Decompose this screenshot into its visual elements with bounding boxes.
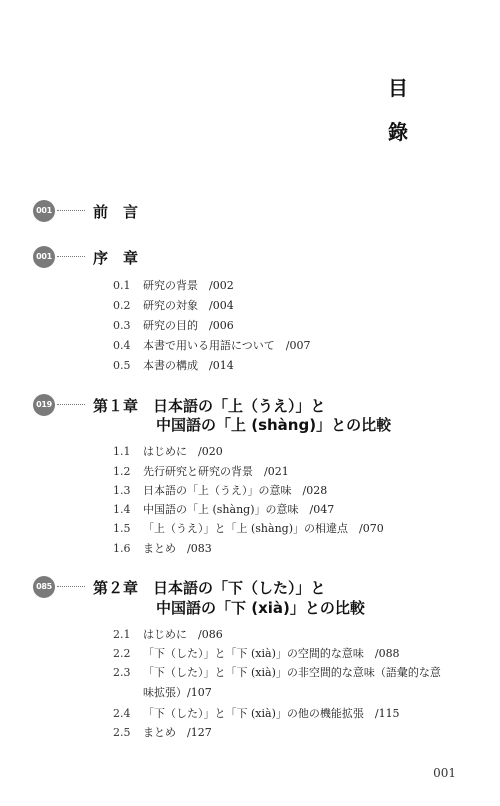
entry-number: 0.2: [113, 299, 131, 312]
entry-text: 本書で用いる用語について /007: [143, 339, 311, 352]
toc-entry[interactable]: [113, 626, 223, 642]
toc-entry[interactable]: [113, 724, 212, 740]
leader-dots: [57, 210, 85, 211]
toc-entry[interactable]: [113, 317, 234, 333]
leader-dots: [57, 404, 85, 405]
leader-dots: [57, 586, 85, 587]
toc-entry-continuation[interactable]: 味拡張）/107: [143, 686, 212, 699]
page-badge: 085: [33, 576, 55, 598]
entry-text: 「下（した）」と「下 (xià)」の非空間的な意味（語彙的な意: [143, 666, 441, 679]
entry-number: 1.5: [113, 522, 131, 535]
entry-text: 先行研究と研究の背景 /021: [143, 465, 289, 478]
toc-entry[interactable]: [113, 463, 289, 479]
toc-title-char-1: 目: [388, 76, 408, 100]
entry-text: はじめに /086: [143, 628, 223, 641]
entry-text: 中国語の「上 (shàng)」の意味 /047: [143, 503, 335, 516]
entry-text: 研究の背景 /002: [143, 279, 234, 292]
entry-number: 2.1: [113, 628, 131, 641]
toc-entry[interactable]: [113, 277, 234, 293]
entry-number: 2.2: [113, 647, 131, 660]
page-badge: 001: [33, 200, 55, 222]
page-badge: 019: [33, 394, 55, 416]
entry-number: 1.4: [113, 503, 131, 516]
entry-text: 研究の目的 /006: [143, 319, 234, 332]
page-number: 001: [433, 766, 456, 780]
page-badge: 001: [33, 246, 55, 268]
entry-number: 2.4: [113, 707, 131, 720]
entry-text: 「上（うえ）」と「上 (shàng)」の相違点 /070: [143, 522, 384, 535]
toc-entry[interactable]: [113, 357, 234, 373]
toc-title-char-2: 錄: [388, 120, 408, 144]
toc-entry[interactable]: [113, 297, 234, 313]
leader-dots: [57, 256, 85, 257]
entry-text: 本書の構成 /014: [143, 359, 234, 372]
entry-number: 2.5: [113, 726, 131, 739]
entry-text: 日本語の「上（うえ）」の意味 /028: [143, 484, 328, 497]
entry-text: はじめに /020: [143, 445, 223, 458]
section-title-chapter-2-line2[interactable]: 中国語の「下 (xià)」との比較: [156, 599, 365, 617]
entry-text: まとめ /083: [143, 542, 212, 555]
toc-entry[interactable]: [113, 501, 334, 517]
entry-number: 0.1: [113, 279, 131, 292]
toc-entry[interactable]: [113, 645, 400, 661]
entry-number: 1.1: [113, 445, 131, 458]
section-title-chapter-1-line2[interactable]: 中国語の「上 (shàng)」との比較: [156, 416, 392, 434]
entry-text: 研究の対象 /004: [143, 299, 234, 312]
section-title-intro[interactable]: 序 章: [93, 249, 139, 267]
toc-entry[interactable]: [113, 705, 400, 721]
entry-number: 0.4: [113, 339, 131, 352]
entry-number: 0.5: [113, 359, 131, 372]
toc-entry[interactable]: [113, 482, 327, 498]
toc-entry[interactable]: [113, 520, 384, 536]
section-title-chapter-2[interactable]: 第２章 日本語の「下（した）」と: [93, 579, 326, 597]
section-title-chapter-1[interactable]: 第１章 日本語の「上（うえ）」と: [93, 397, 326, 415]
entry-number: 1.2: [113, 465, 131, 478]
entry-number: 2.3: [113, 666, 131, 679]
entry-number: 0.3: [113, 319, 131, 332]
entry-number: 1.3: [113, 484, 131, 497]
section-title-preface[interactable]: 前 言: [93, 203, 139, 221]
entry-text: まとめ /127: [143, 726, 212, 739]
entry-number: 1.6: [113, 542, 131, 555]
toc-entry[interactable]: [113, 443, 223, 459]
toc-entry[interactable]: [113, 337, 310, 353]
toc-entry[interactable]: [113, 664, 441, 680]
toc-entry[interactable]: [113, 540, 212, 556]
entry-text: 「下（した）」と「下 (xià)」の他の機能拡張 /115: [143, 707, 400, 720]
entry-text: 「下（した）」と「下 (xià)」の空間的な意味 /088: [143, 647, 400, 660]
